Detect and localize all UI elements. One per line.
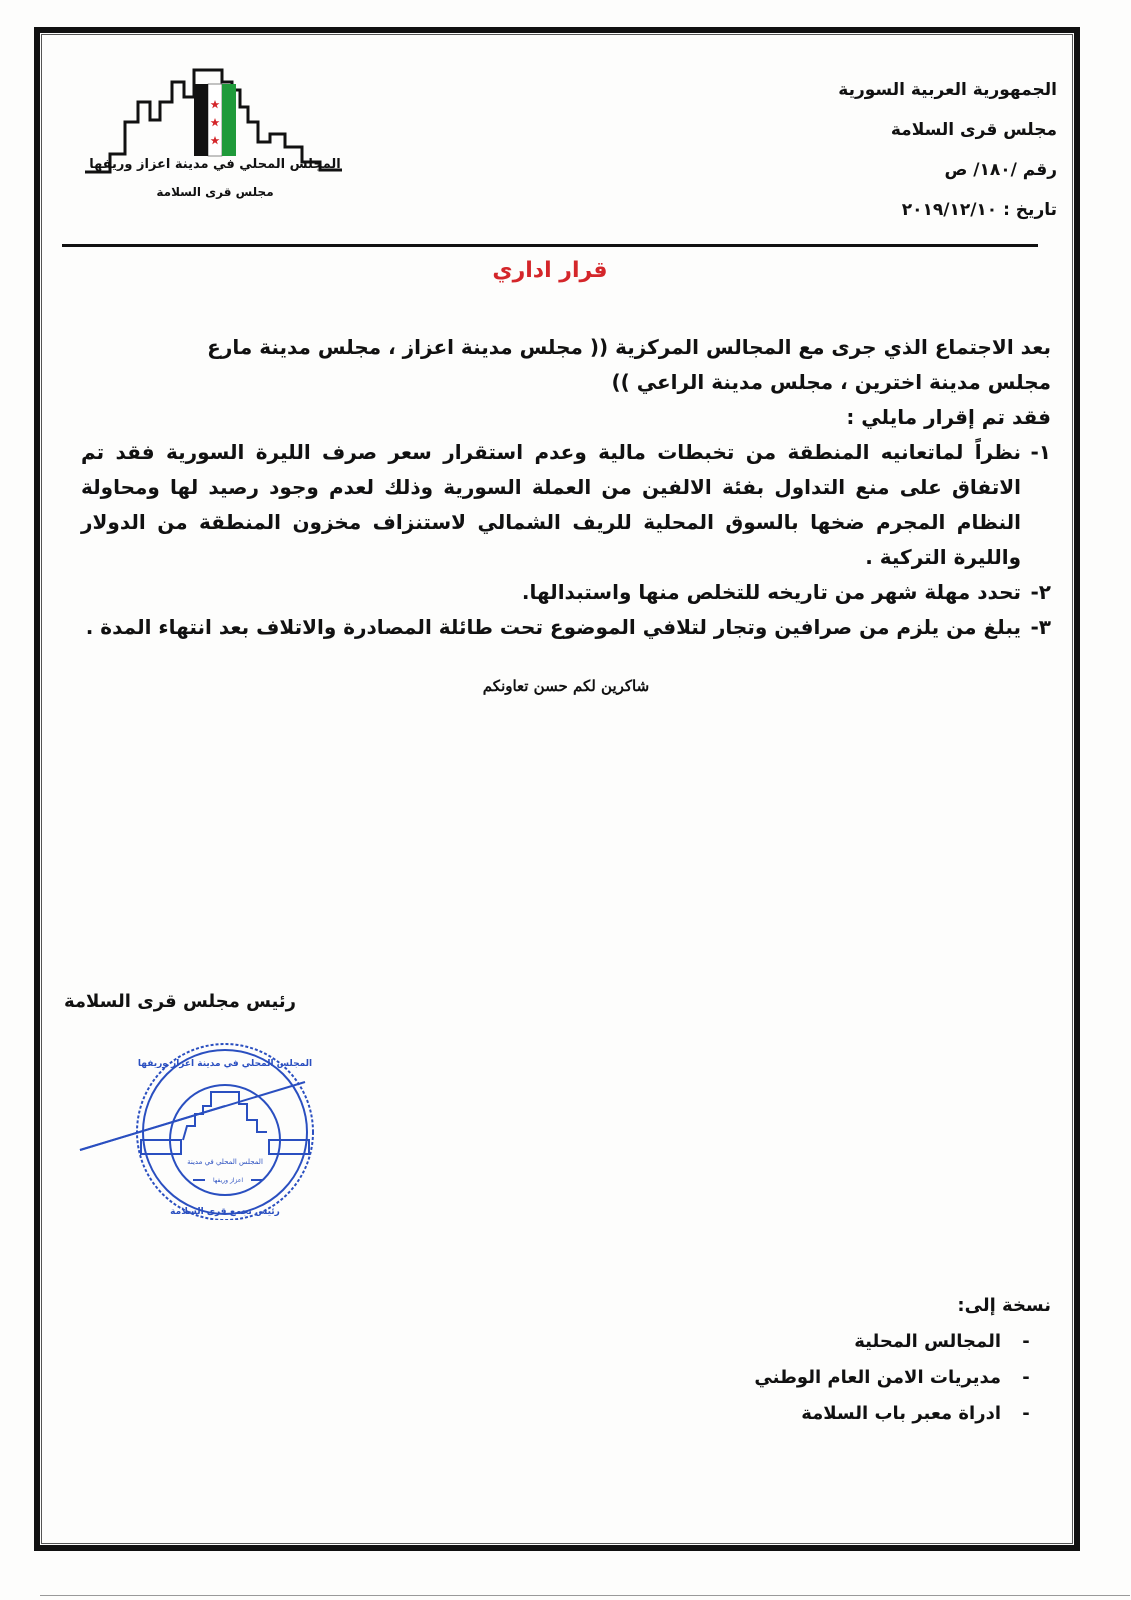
copy-to-section — [754, 1288, 1051, 1432]
header-separator — [62, 244, 1038, 247]
copy-to-item — [754, 1360, 1051, 1396]
country-name: الجمهورية العربية السورية — [838, 80, 1057, 100]
reference-number: رقم /١٨٠/ ص — [944, 160, 1057, 180]
bullet-dash: - — [1022, 1403, 1030, 1424]
recipient: المجالس المحلية — [854, 1331, 1001, 1352]
intro-line: بعد الاجتماع الذي جرى مع المجالس المركزية (( مجلس مدينة اعزاز ، مجلس مدينة مارع — [207, 335, 1051, 359]
stamp-outer-ring — [137, 1044, 313, 1220]
recipient: ادراة معبر باب السلامة — [801, 1403, 1001, 1424]
copy-to-item — [754, 1324, 1051, 1360]
closing-remark: شاكرين لكم حسن تعاونكم — [482, 677, 650, 695]
logo-caption-main: المجلس المحلي في مدينة اعزاز وريفها — [89, 157, 341, 172]
stamp-center-text: المجلس المحلي في مدينة — [187, 1158, 263, 1166]
copy-to-label: نسخة إلى: — [957, 1295, 1051, 1316]
council-name: مجلس قرى السلامة — [890, 120, 1057, 140]
letterhead — [838, 70, 1057, 230]
official-stamp — [75, 1040, 335, 1220]
document-title: قرار اداري — [492, 258, 608, 283]
intro-line: مجلس مدينة اخترين ، مجلس مدينة الراعي )) — [611, 370, 1051, 394]
copy-to-item — [754, 1396, 1051, 1432]
flag-green-stripe — [222, 84, 236, 156]
logo-caption-sub: مجلس قرى السلامة — [156, 185, 274, 199]
decision-item — [81, 575, 1051, 610]
document-body — [81, 330, 1051, 697]
decision-text: يبلغ من يلزم من صرافين وتجار لتلافي الموضوع تحت طائلة المصادرة والاتلاف بعد انتهاء المدة . — [85, 615, 1021, 639]
document-date: تاريخ : ٢٠١٩/١٢/١٠ — [901, 200, 1057, 220]
decision-number: ١- — [1030, 440, 1051, 464]
decision-list — [81, 435, 1051, 645]
decision-text: تحدد مهلة شهر من تاريخه للتخلص منها واستبدالها. — [521, 580, 1021, 604]
stamp-ring-text: المجلس المحلي في مدينة اعزاز وريفها — [137, 1059, 313, 1069]
stamp-center-text: اعزاز وريفها — [212, 1177, 244, 1184]
signature-stroke — [80, 1106, 225, 1150]
bullet-dash: - — [1022, 1367, 1030, 1388]
intro-line: فقد تم إقرار مايلي : — [846, 405, 1051, 429]
copy-to-list — [754, 1324, 1051, 1432]
signatory-title: رئيس مجلس قرى السلامة — [63, 991, 297, 1012]
decision-number: ٣- — [1030, 615, 1051, 639]
scan-edge-line — [40, 1595, 1130, 1596]
decision-item — [81, 435, 1051, 575]
stamp-bottom-text: رئيس تجمع قرى السلامة — [170, 1207, 280, 1217]
decision-number: ٢- — [1030, 580, 1051, 604]
decision-item — [81, 610, 1051, 645]
recipient: مديريات الامن العام الوطني — [754, 1367, 1001, 1388]
bullet-dash: - — [1022, 1331, 1030, 1352]
decision-text: نظراً لماتعانيه المنطقة من تخبطات مالية وعدم استقرار سعر صرف الليرة السورية فقد تم الاتفاق على منع التداول بفئة الالفين من العملة السورية وذلك لعدم وجود رصيد لها ومحاولة النظام المجرم ضخها بالسوق المحلية للريف الشمالي لاستنزاف مخزون المنطقة من الدولار والليرة التركية . — [81, 440, 1021, 569]
flag-black-stripe — [194, 84, 208, 156]
stamp-middle-ring — [143, 1050, 307, 1214]
